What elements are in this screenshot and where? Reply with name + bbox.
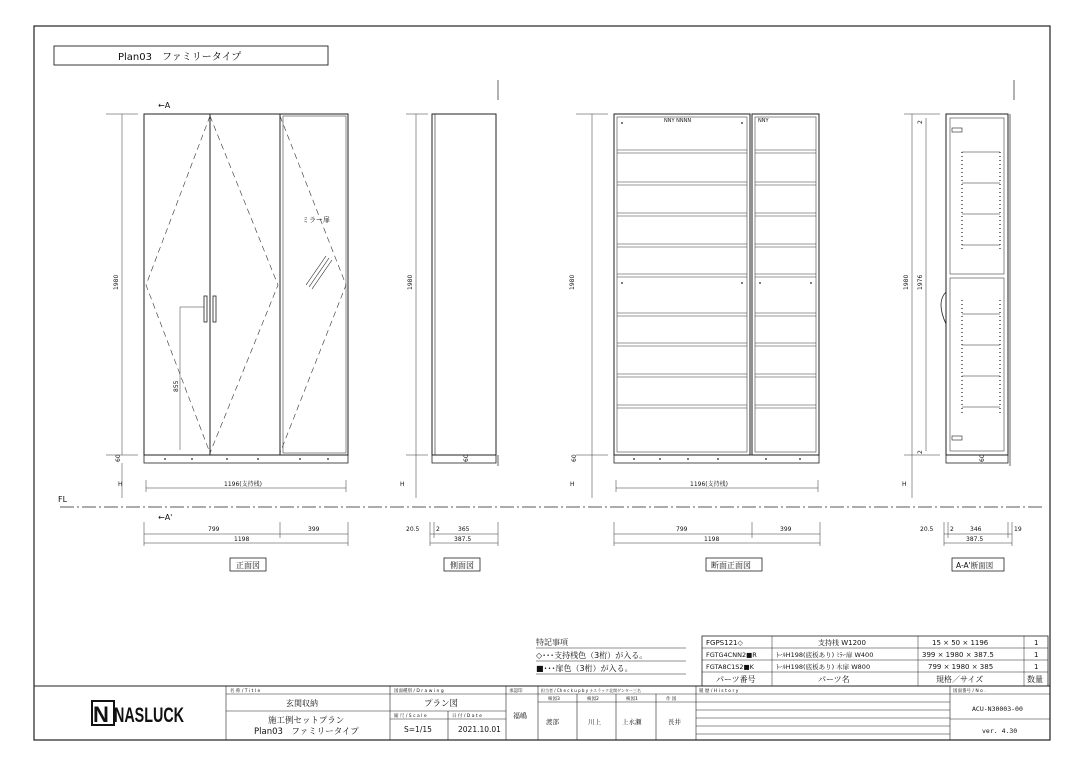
part-name: 支持桟 W1200 <box>818 639 866 647</box>
dim-side-height: 1980 <box>407 274 414 290</box>
checker-name: 川上 <box>588 718 601 726</box>
svg-text:NNY: NNY <box>758 118 769 124</box>
section-aa-label: A-A'断面図 <box>956 561 994 570</box>
dim-aa-a: 20.5 <box>920 526 934 533</box>
floor-line-label: FL <box>58 495 68 504</box>
side-view-label: 側面図 <box>450 561 474 570</box>
section-arrow-a: ←A <box>158 101 171 110</box>
part-name: ﾄｰﾙH198(底板あり) ﾐﾗｰ扉 W400 <box>776 651 874 659</box>
scale-value: S=1/15 <box>404 725 432 734</box>
title-sub-1: 施工例セットプラン <box>268 716 345 726</box>
part-qty: 1 <box>1034 663 1039 671</box>
dim-section-right: 399 <box>780 526 792 533</box>
drawing-caption: 図面種別 / D r a w i n g <box>394 689 444 694</box>
date-caption: 日 付 / D a t e <box>452 714 482 719</box>
plan-title: Plan03 ファミリータイプ <box>118 52 242 63</box>
checker-name: 渡部 <box>546 718 559 726</box>
notes-title: 特記事項 <box>536 638 568 647</box>
check-caption: 担当者 / Ch e c k u p b y ナスラック北関ゲンター三名 <box>541 688 641 693</box>
drawing-type: プラン図 <box>424 699 459 709</box>
dim-front-base: 60 <box>115 454 122 462</box>
check-header: 検図1 <box>626 697 638 702</box>
dim-front-support: 1196(支持桟) <box>224 481 262 488</box>
title-sub-2: Plan03 ファミリータイプ <box>254 727 359 737</box>
notes-line-1: ◇･･･支持桟色（3桁）が入る。 <box>536 651 648 660</box>
dim-aa-h: H <box>902 481 907 488</box>
front-view-label: 正面図 <box>236 561 260 570</box>
svg-text:NASLUCK: NASLUCK <box>114 704 184 727</box>
dim-front-right: 399 <box>308 526 320 533</box>
dim-side-c: 365 <box>458 526 470 533</box>
dim-section-height: 1980 <box>569 274 576 290</box>
part-qty: 1 <box>1034 639 1039 647</box>
drawing-version: ver. 4.30 <box>982 727 1018 735</box>
parts-table <box>702 636 1048 686</box>
front-view <box>106 101 348 571</box>
floor-line <box>58 495 1044 507</box>
dim-side-b: 2 <box>436 526 440 533</box>
date-value: 2021.10.01 <box>458 725 501 734</box>
dim-aa-bottom: 2 <box>917 450 924 454</box>
dim-section-total: 1198 <box>704 536 720 543</box>
approval-value: 福嶋 <box>513 712 527 720</box>
part-name: ﾄｰﾙH198(底板あり) 木扉 W800 <box>776 663 871 671</box>
check-header: 検図3 <box>548 697 560 702</box>
checker-name: 長井 <box>668 718 681 726</box>
check-header: 作 図 <box>666 697 677 702</box>
checker-name: 上永瀬 <box>622 718 642 726</box>
dim-aa-b: 2 <box>950 526 954 533</box>
header-qty: 数量 <box>1027 675 1043 684</box>
dim-aa-total: 387.5 <box>966 536 984 543</box>
title-caption: 名 称 / T i t l e <box>230 689 261 694</box>
part-qty: 1 <box>1034 651 1039 659</box>
dim-side-total: 387.5 <box>454 536 472 543</box>
dim-front-h: H <box>118 481 123 488</box>
dim-side-h: H <box>400 481 405 488</box>
part-size: 799 × 1980 × 385 <box>928 663 994 671</box>
dim-aa-top: 2 <box>917 120 924 124</box>
section-aa-view <box>902 80 1022 571</box>
dim-side-base: 60 <box>463 454 470 462</box>
handle-left <box>204 296 207 322</box>
dim-handle-height: 855 <box>173 380 180 392</box>
part-size: 15 × 50 × 1196 <box>932 639 989 647</box>
part-code: FGPS121◇ <box>706 639 743 647</box>
history-caption: 履 歴 / H i s t o r y <box>699 689 739 694</box>
dim-section-h: H <box>570 481 575 488</box>
parts-row <box>706 662 1038 671</box>
section-front-view <box>569 114 820 571</box>
dim-aa-c: 346 <box>970 526 982 533</box>
notes-line-2: ■･･･扉色（3桁）が入る。 <box>536 664 633 673</box>
header-size: 規格／サイズ <box>936 675 984 684</box>
dim-aa-inner: 1976 <box>917 274 924 290</box>
special-notes <box>536 637 686 674</box>
dim-front-left: 799 <box>208 526 220 533</box>
parts-row <box>706 638 1038 647</box>
dim-front-height: 1980 <box>113 274 120 290</box>
parts-header <box>716 674 1043 684</box>
scale-caption: 縮 尺 / S c a l e <box>394 714 427 719</box>
dim-section-support: 1196(支持桟) <box>690 481 728 488</box>
part-code: FGTG4CNN2■R <box>706 651 757 659</box>
drawing-number: ACU-N30003-00 <box>972 705 1023 713</box>
side-view <box>400 80 498 571</box>
svg-text:NNY NNNN: NNY NNNN <box>664 118 692 124</box>
approval-caption: 承認印 <box>509 689 523 694</box>
section-arrow-a-prime: ←A' <box>158 513 173 522</box>
header-name: パーツ名 <box>818 675 850 684</box>
nasluck-logo <box>92 701 184 727</box>
header-code: パーツ番号 <box>716 675 756 684</box>
dim-aa-d: 19 <box>1014 526 1022 533</box>
check-header: 検図2 <box>587 697 599 702</box>
dim-aa-base: 60 <box>979 454 986 462</box>
svg-text:N: N <box>93 702 109 727</box>
title-main: 玄関収納 <box>286 699 318 708</box>
dim-section-left: 799 <box>676 526 688 533</box>
number-caption: 図面番号 / N o . <box>953 689 986 694</box>
dim-front-total: 1198 <box>234 536 250 543</box>
part-code: FGTA8C1S2■K <box>706 663 754 671</box>
title-block <box>34 686 1050 740</box>
plan-title-box <box>54 46 328 65</box>
mirror-door-label: ミラー扉 <box>302 216 330 224</box>
part-size: 399 × 1980 × 387.5 <box>922 651 994 659</box>
parts-row <box>706 650 1038 659</box>
dim-aa-height: 1980 <box>903 274 910 290</box>
dim-side-a: 20.5 <box>406 526 420 533</box>
dim-section-base: 60 <box>571 454 578 462</box>
handle-right <box>213 296 216 322</box>
section-front-label: 断面正面図 <box>711 561 751 570</box>
